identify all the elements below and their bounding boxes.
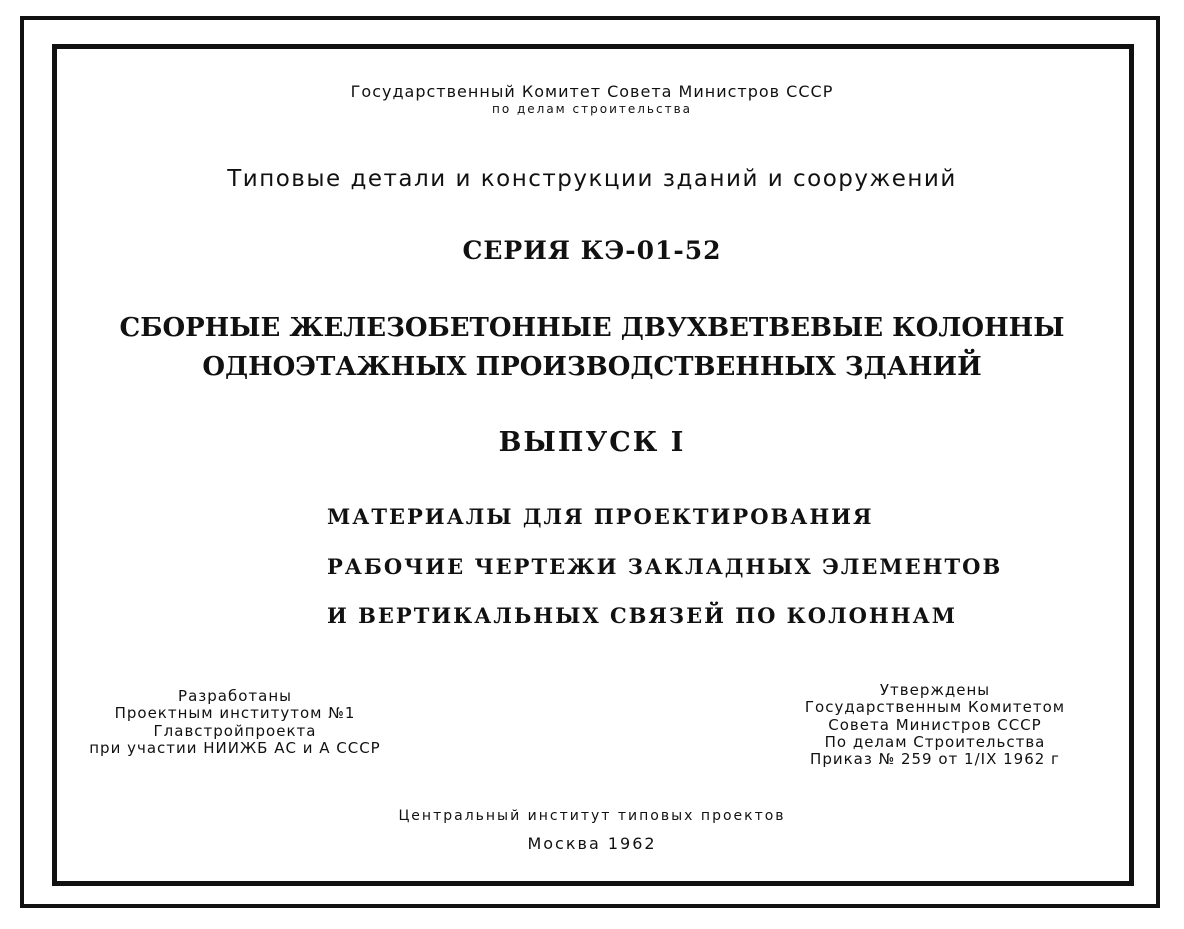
developed-line-3: при участии НИИЖБ АС и А СССР (89, 738, 381, 757)
contents-line-1: МАТЕРИАЛЫ ДЛЯ ПРОЕКТИРОВАНИЯ (327, 504, 874, 529)
series-number: СЕРИЯ КЭ-01-52 (462, 236, 722, 265)
developed-line-2: Главстройпроекта (153, 721, 317, 740)
main-title-line-1: СБОРНЫЕ ЖЕЛЕЗОБЕТОННЫЕ ДВУХВЕТВЕВЫЕ КОЛОННЫ (119, 313, 1065, 343)
issue-number: ВЫПУСК I (498, 427, 686, 458)
collection-title: Типовые детали и конструкции зданий и сооружений (227, 166, 957, 192)
contents-line-2: РАБОЧИЕ ЧЕРТЕЖИ ЗАКЛАДНЫХ ЭЛЕМЕНТОВ (327, 554, 1003, 579)
footer-institute: Центральный институт типовых проектов (398, 808, 786, 824)
approved-line-1: Государственным Комитетом (804, 698, 1066, 717)
developed-block (60, 688, 410, 757)
committee-line-1: Государственный Комитет Совета Министров СССР (350, 82, 834, 101)
approved-label: Утверждены (879, 681, 991, 699)
developed-line-1: Проектным институтом №1 (114, 704, 356, 723)
developed-label: Разработаны (178, 687, 292, 705)
approved-line-2: Совета Министров СССР (828, 715, 1042, 734)
main-title-line-2: ОДНОЭТАЖНЫХ ПРОИЗВОДСТВЕННЫХ ЗДАНИЙ (202, 352, 982, 382)
committee-line-2: по делам строительства (491, 102, 693, 116)
approved-order: Приказ № 259 от 1/IX 1962 г (810, 750, 1060, 768)
footer-city-year: Москва 1962 (527, 834, 657, 853)
approved-line-3: По делам Строительства (824, 732, 1046, 751)
approved-block (770, 682, 1100, 768)
contents-line-3: И ВЕРТИКАЛЬНЫХ СВЯЗЕЙ ПО КОЛОННАМ (327, 603, 957, 628)
